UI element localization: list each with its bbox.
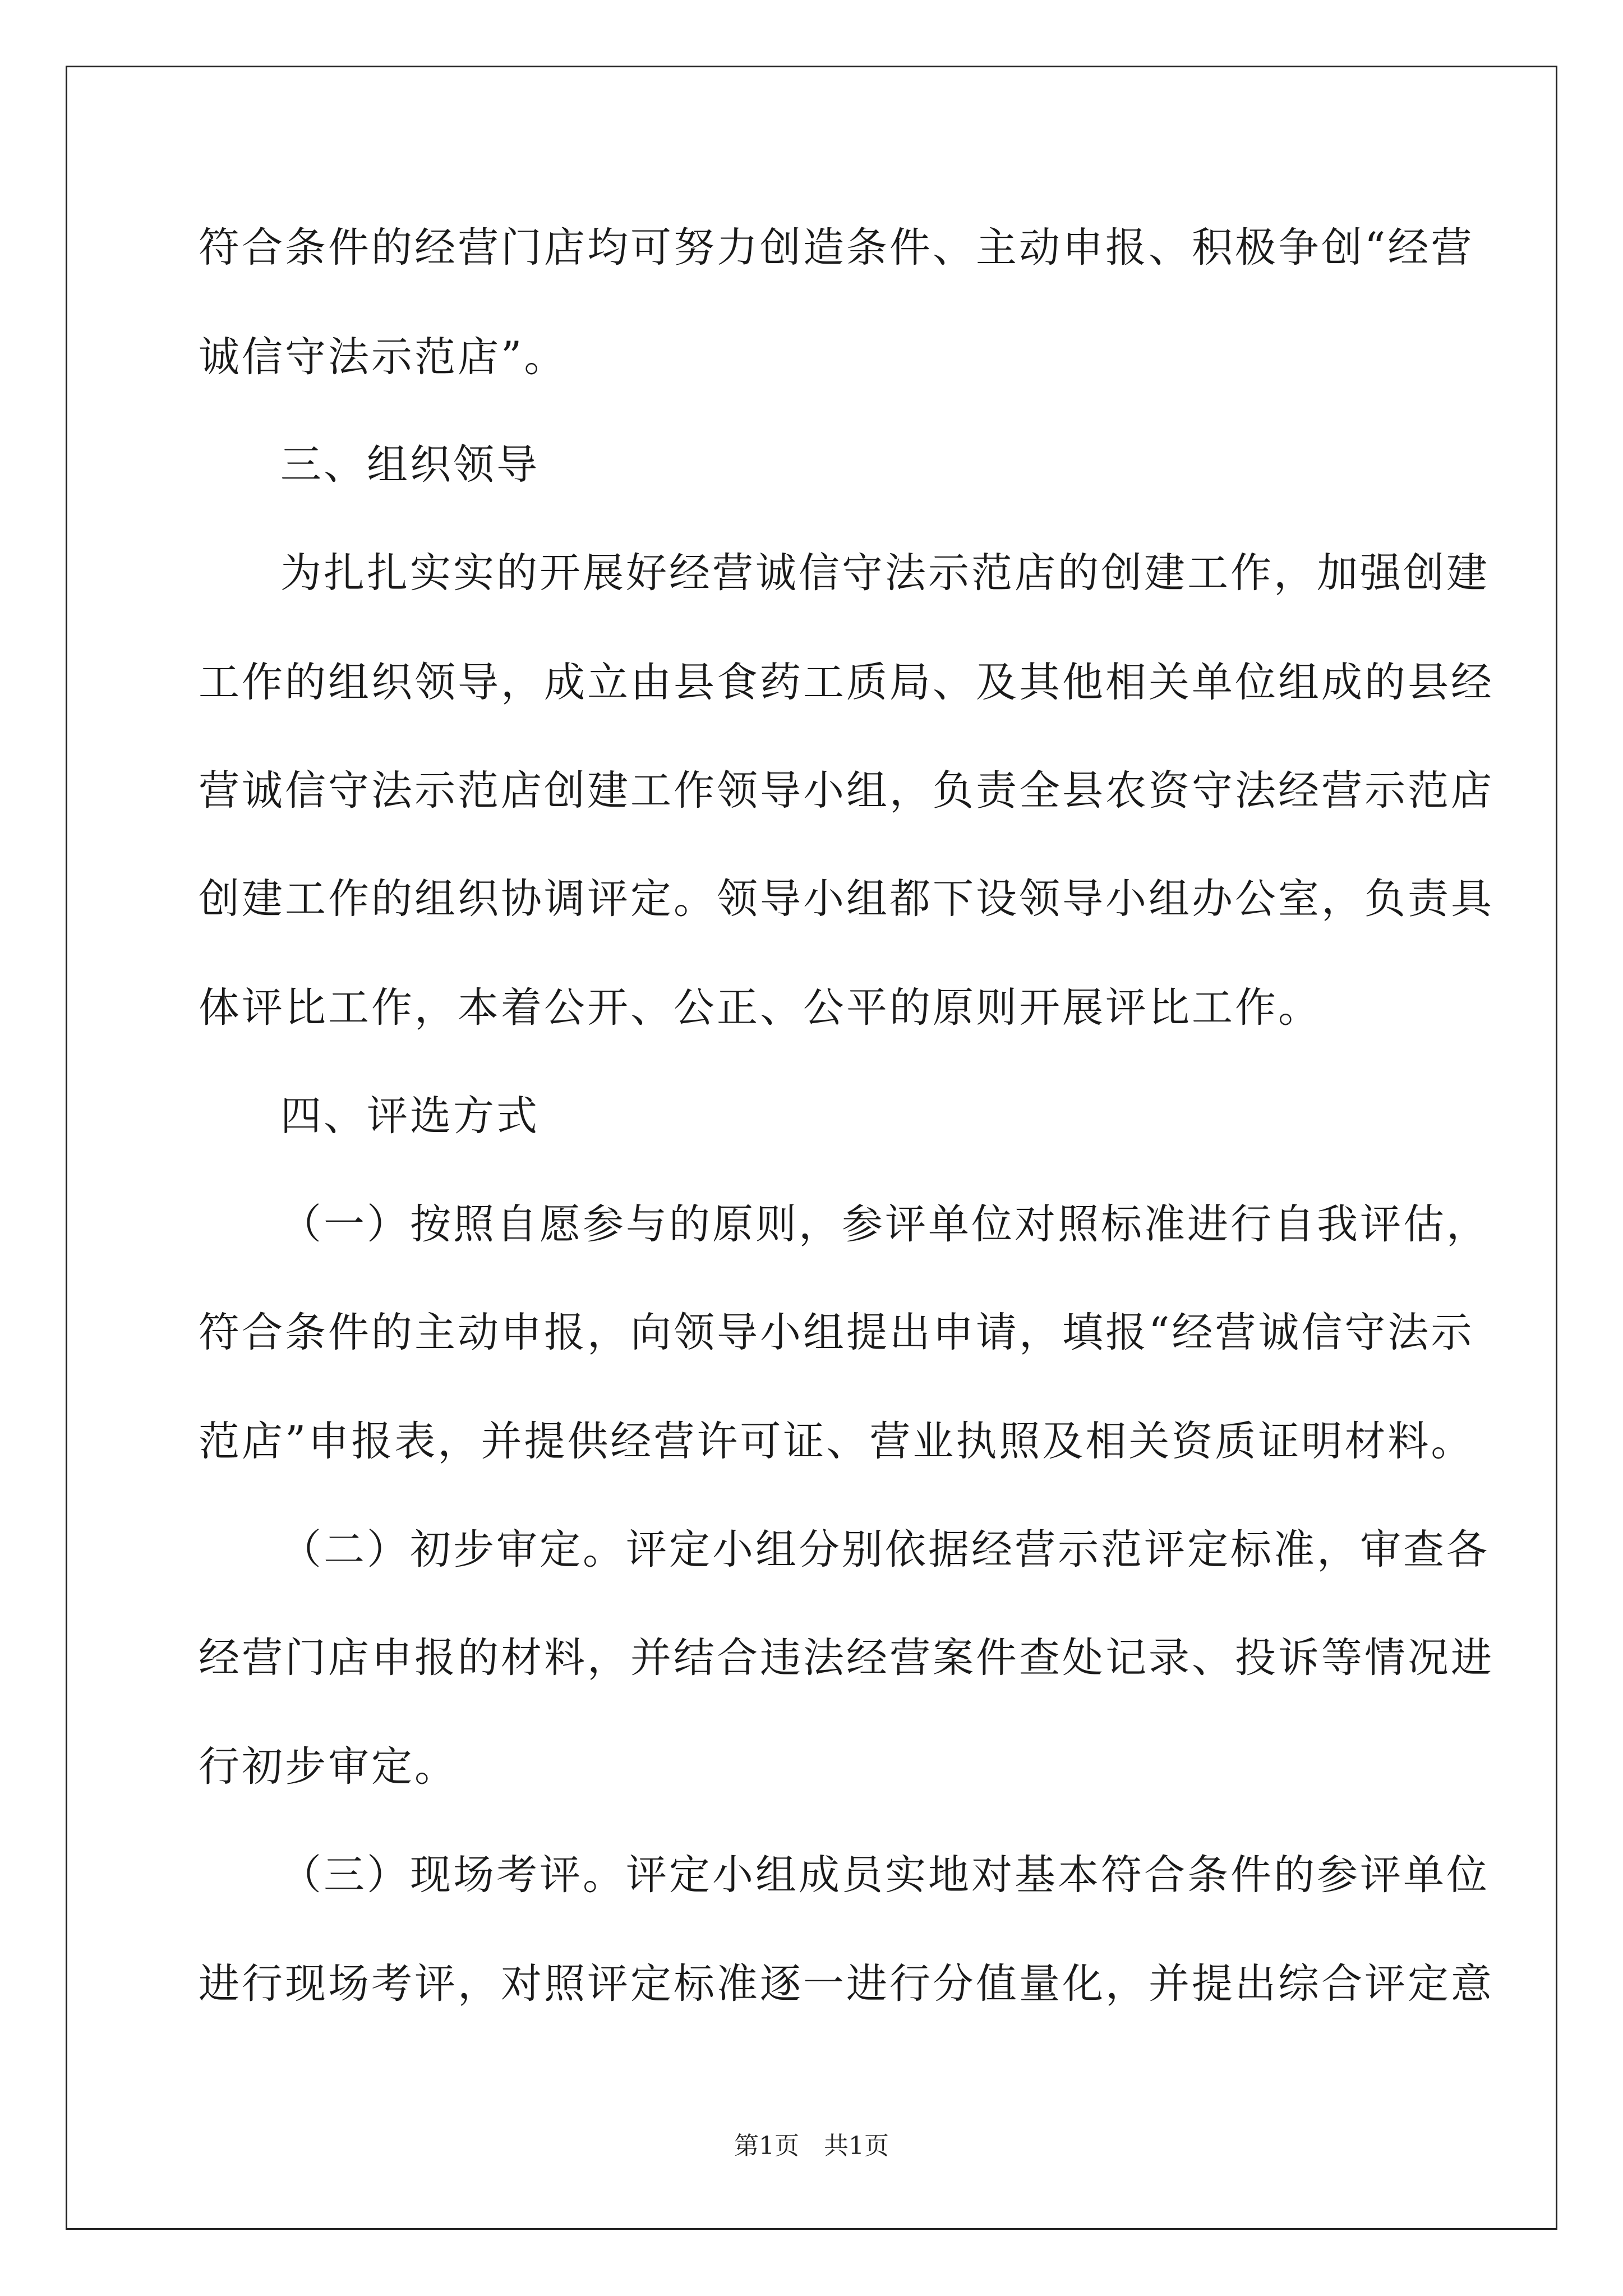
body-text-line: （二）初步审定。评定小组分别依据经营示范评定标准，审查各 <box>280 1526 1490 1573</box>
body-text-line: 符合条件的经营门店均可努力创造条件、主动申报、积极争创“经营 <box>199 224 1474 272</box>
body-text-line: （一）按照自愿参与的原则，参评单位对照标准进行自我评估， <box>280 1200 1490 1248</box>
body-text-line: 为扎扎实实的开展好经营诚信守法示范店的创建工作，加强创建 <box>280 549 1490 597</box>
body-text-line: 创建工作的组织协调评定。领导小组都下设领导小组办公室，负责具 <box>199 875 1494 923</box>
body-text-line: 符合条件的主动申报，向领导小组提出申请，填报“经营诚信守法示 <box>199 1309 1474 1356</box>
body-text-line: 进行现场考评，对照评定标准逐一进行分值量化，并提出综合评定意 <box>199 1960 1494 2008</box>
page-number-footer: 第1页 共1页 <box>734 2132 889 2160</box>
body-text-line: 诚信守法示范店”。 <box>199 333 568 381</box>
body-text-line: 经营门店申报的材料，并结合违法经营案件查处记录、投诉等情况进 <box>199 1634 1494 1682</box>
section-heading: 四、评选方式 <box>280 1092 540 1140</box>
page-border <box>66 66 1557 2230</box>
section-heading: 三、组织领导 <box>280 441 540 489</box>
body-text-line: 营诚信守法示范店创建工作领导小组，负责全县农资守法经营示范店 <box>199 767 1494 815</box>
body-text-line: （三）现场考评。评定小组成员实地对基本符合条件的参评单位 <box>280 1851 1490 1899</box>
body-text-line: 行初步审定。 <box>199 1743 458 1791</box>
body-text-line: 工作的组织领导，成立由县食药工质局、及其他相关单位组成的县经 <box>199 659 1494 706</box>
body-text-line: 体评比工作，本着公开、公正、公平的原则开展评比工作。 <box>199 984 1321 1032</box>
body-text-line: 范店”申报表，并提供经营许可证、营业执照及相关资质证明材料。 <box>199 1418 1474 1465</box>
